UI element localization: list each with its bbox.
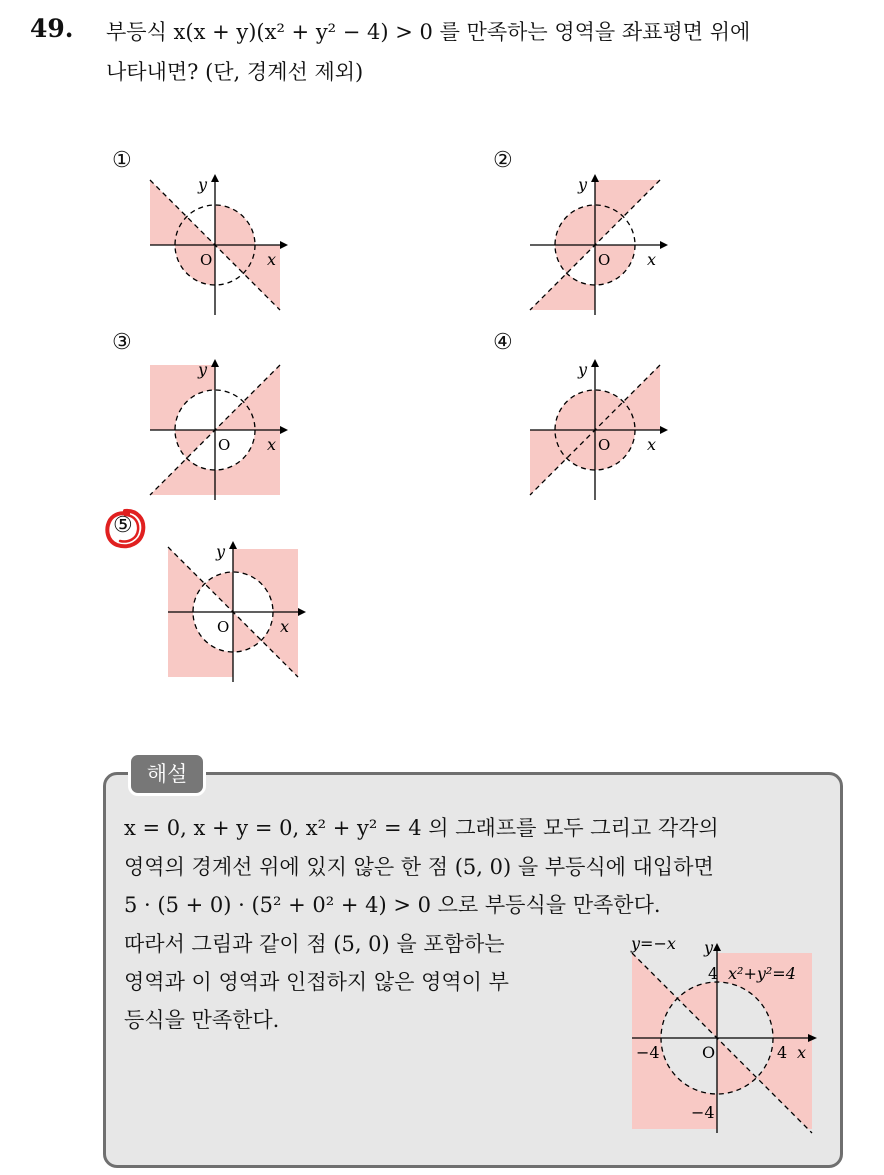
tick-y-bottom: −4 <box>691 1103 715 1122</box>
axis-x-label: x <box>267 250 277 269</box>
axis-y-label: y <box>704 938 714 957</box>
axis-y-label: y <box>198 175 208 194</box>
choice-3-label[interactable]: ③ <box>112 330 132 355</box>
circle-label: x²+y²=4 <box>728 964 796 983</box>
origin-label: O <box>598 436 611 454</box>
choice-5-label[interactable]: ⑤ <box>113 513 133 538</box>
origin-label: O <box>702 1043 716 1062</box>
solution-line-3: 5 · (5 + 0) · (5² + 0² + 4) > 0 으로 부등식을 만족한다. <box>124 893 661 917</box>
origin-label: O <box>598 251 611 269</box>
choice-1-graph[interactable] <box>140 170 290 320</box>
line-label: y=−x <box>631 935 676 953</box>
choice-4-label[interactable]: ④ <box>493 330 513 355</box>
solution-tag: 해설 <box>128 752 206 796</box>
axis-x-label: x <box>647 250 657 269</box>
axis-y-label: y <box>216 542 226 561</box>
choice-2-graph[interactable] <box>520 170 670 320</box>
origin-label: O <box>218 436 231 454</box>
choice-2-label[interactable]: ② <box>493 148 513 173</box>
axis-y-label: y <box>578 360 588 379</box>
solution-line-1: x = 0, x + y = 0, x² + y² = 4 의 그래프를 모두 그리고 각각의 <box>124 816 719 840</box>
choice-3-graph[interactable] <box>140 355 290 505</box>
tick-x-left: −4 <box>636 1043 660 1062</box>
question-number: 49. <box>30 14 74 43</box>
solution-graph <box>627 935 817 1135</box>
axis-y-label: y <box>578 175 588 194</box>
choice-1-label[interactable]: ① <box>112 148 132 173</box>
origin-label: O <box>200 251 213 269</box>
solution-line-4: 따라서 그림과 같이 점 (5, 0) 을 포함하는 <box>124 932 505 956</box>
question-text-cont: 나타내면? (단, 경계선 제외) <box>106 60 364 84</box>
choice-4-graph[interactable] <box>520 355 670 505</box>
axis-x-label: x <box>647 435 657 454</box>
solution-line-6: 등식을 만족한다. <box>124 1008 280 1032</box>
origin-label: O <box>217 618 230 636</box>
solution-line-2: 영역의 경계선 위에 있지 않은 한 점 (5, 0) 을 부등식에 대입하면 <box>124 855 714 879</box>
axis-x-label: x <box>267 435 277 454</box>
tick-x-right: 4 <box>777 1043 788 1062</box>
solution-line-5: 영역과 이 영역과 인접하지 않은 영역이 부 <box>124 970 509 994</box>
axis-y-label: y <box>198 360 208 379</box>
axis-x-label: x <box>280 617 290 636</box>
question-text: 부등식 x(x + y)(x² + y² − 4) > 0 를 만족하는 영역을 좌표평면 위에 <box>106 20 751 44</box>
choice-5-graph[interactable] <box>158 537 308 687</box>
tick-y-top: 4 <box>708 964 719 983</box>
axis-x-label: x <box>797 1043 807 1062</box>
